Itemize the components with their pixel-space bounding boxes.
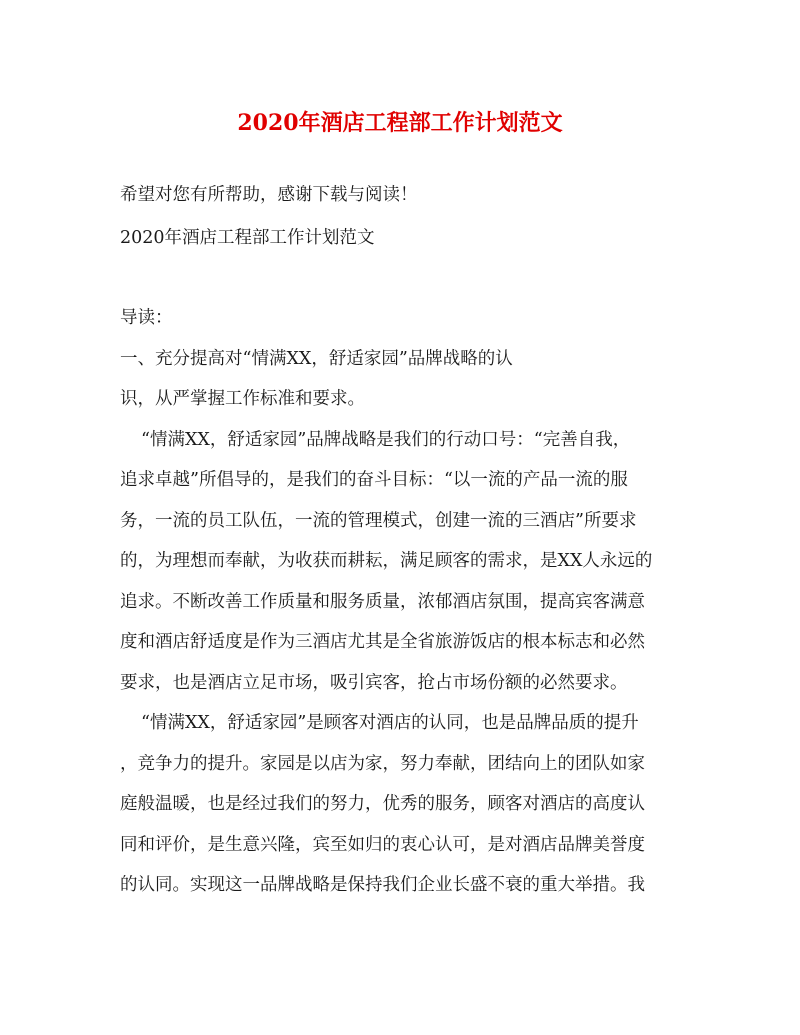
paragraph-line: 要求，也是酒店立足市场，吸引宾客，抢占市场份额的必然要求。 — [120, 673, 628, 693]
paragraph-line: 的，为理想而奉献，为收获而耕耘，满足顾客的需求，是XX人永远的 — [120, 551, 653, 571]
section-heading-line-2: 识，从严掌握工作标准和要求。 — [120, 389, 365, 409]
paragraph-line: 同和评价，是生意兴隆，宾至如归的衷心认可，是对酒店品牌美誉度 — [120, 835, 645, 855]
paragraph-line: ，竞争力的提升。家园是以店为家，努力奉献，团结向上的团队如家 — [120, 754, 645, 774]
paragraph-line: “情满XX，舒适家园”是顾客对酒店的认同，也是品牌品质的提升 — [141, 713, 639, 733]
intro-line: 希望对您有所帮助，感谢下载与阅读！ — [120, 185, 418, 205]
section-heading-line-1: 一、充分提高对“情满XX，舒适家园”品牌战略的认 — [120, 349, 513, 369]
paragraph-line: 追求。不断改善工作质量和服务质量，浓郁酒店氛围，提高宾客满意 — [120, 592, 645, 612]
subtitle-line: 2020年酒店工程部工作计划范文 — [120, 228, 375, 248]
paragraph-line: 务，一流的员工队伍，一流的管理模式，创建一流的三酒店”所要求 — [120, 511, 637, 531]
paragraph-line: 的认同。实现这一品牌战略是保持我们企业长盛不衰的重大举措。我 — [120, 875, 645, 895]
guide-label: 导读： — [120, 308, 173, 328]
paragraph-line: “情满XX，舒适家园”品牌战略是我们的行动口号：“完善自我， — [141, 430, 631, 450]
document-title: 2020年酒店工程部工作计划范文 — [237, 110, 563, 136]
paragraph-line: 追求卓越”所倡导的，是我们的奋斗目标：“以一流的产品一流的服 — [120, 470, 628, 490]
paragraph-line: 度和酒店舒适度是作为三酒店尤其是全省旅游饭店的根本标志和必然 — [120, 632, 645, 652]
paragraph-line: 庭般温暖，也是经过我们的努力，优秀的服务，顾客对酒店的高度认 — [120, 794, 645, 814]
